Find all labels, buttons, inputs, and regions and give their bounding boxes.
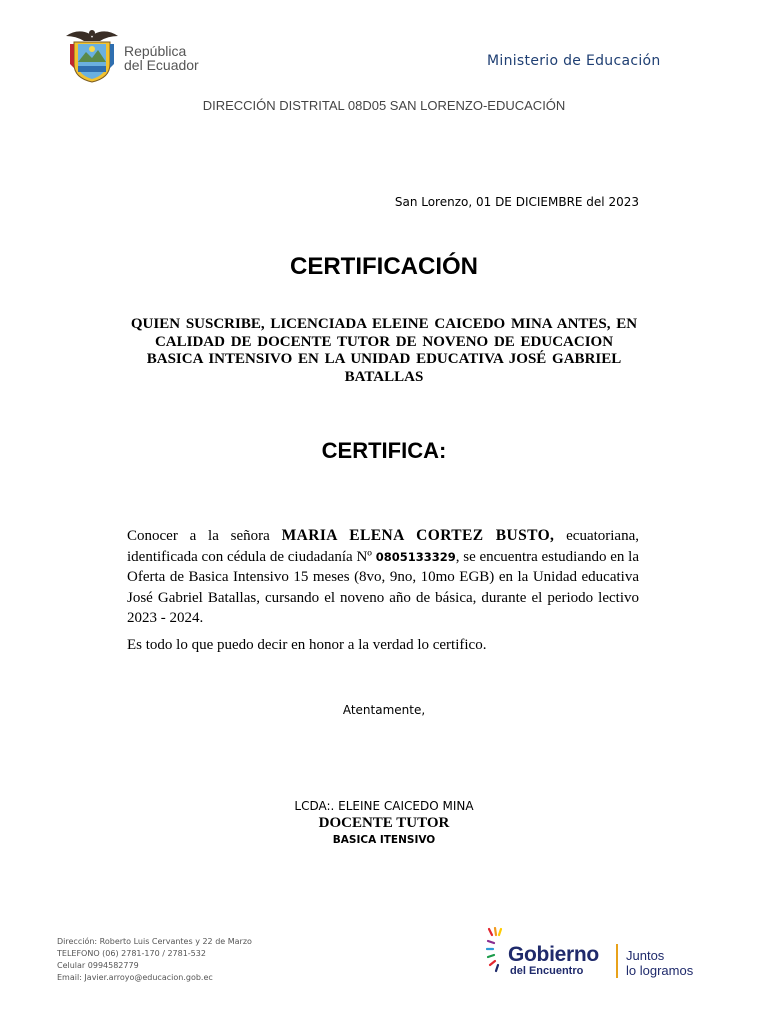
body-intro: Conocer a la señora (127, 528, 282, 544)
signer-name: LCDA:. ELEINE CAICEDO MINA (294, 799, 474, 813)
slogan (626, 948, 693, 978)
republica-line2: del Ecuador (124, 57, 199, 73)
student-name: MARIA ELENA CORTEZ BUSTO, (281, 527, 555, 544)
direccion-distrital: DIRECCIÓN DISTRITAL 08D05 SAN LORENZO-EDUCACIÓN (202, 98, 566, 113)
closing-statement: Es todo lo que puedo decir en honor a la verdad lo certifico. (127, 637, 487, 653)
body-text-2: , se encuentra estudiando en la Oferta de Basica Intensivo 15 meses (8vo, 9no, 10mo EGB) en la Unidad educativa José Gabriel Batallas, cursando el noveno año de básica, durante el periodo lectivo 2023 - 2024. (127, 548, 639, 626)
certifica-heading: CERTIFICA: (321, 438, 447, 463)
cedula-number: 0805133329 (375, 549, 456, 564)
footer-email: Email: Javier.arroyo@educacion.gob.ec (57, 973, 213, 982)
ecuador-coat-of-arms-icon (64, 24, 120, 84)
slogan-line1: Juntos (626, 948, 665, 963)
slogan-line2: lo logramos (626, 963, 694, 978)
signer-role: DOCENTE TUTOR (318, 815, 450, 831)
republica-ecuador-logo-text (124, 44, 199, 72)
certificate-body (127, 526, 639, 629)
sign-off: Atentamente, (342, 703, 426, 717)
gobierno-wordmark: Gobierno (508, 943, 599, 966)
logo-divider (616, 944, 618, 978)
body-text-1: ecuatoriana, identificada con cédula de ciudadanía Nº (127, 528, 639, 565)
footer-address: Dirección: Roberto Luis Cervantes y 22 de Marzo (57, 937, 252, 946)
footer-mobile: Celular 0994582779 (57, 961, 139, 970)
document-title: CERTIFICACIÓN (290, 253, 478, 280)
ministerio-title: Ministerio de Educación (487, 53, 661, 69)
document-date: San Lorenzo, 01 DE DICIEMBRE del 2023 (394, 195, 639, 209)
footer-phone: TELEFONO (06) 2781-170 / 2781-532 (57, 949, 206, 958)
signer-area: BASICA ITENSIVO (332, 834, 436, 846)
suscribe-paragraph: QUIEN SUSCRIBE, LICENCIADA ELEINE CAICEDO MINA ANTES, EN CALIDAD DE DOCENTE TUTOR DE NOVENO DE EDUCACION BASICA INTENSIVO EN LA UNIDAD EDUCATIVA JOSÉ GABRIEL BATALLAS (130, 316, 638, 385)
republica-line1: República (124, 43, 187, 59)
encuentro-wordmark: del Encuentro (510, 965, 584, 977)
footer-contact (57, 936, 252, 984)
gobierno-encuentro-logo-icon (486, 927, 508, 975)
